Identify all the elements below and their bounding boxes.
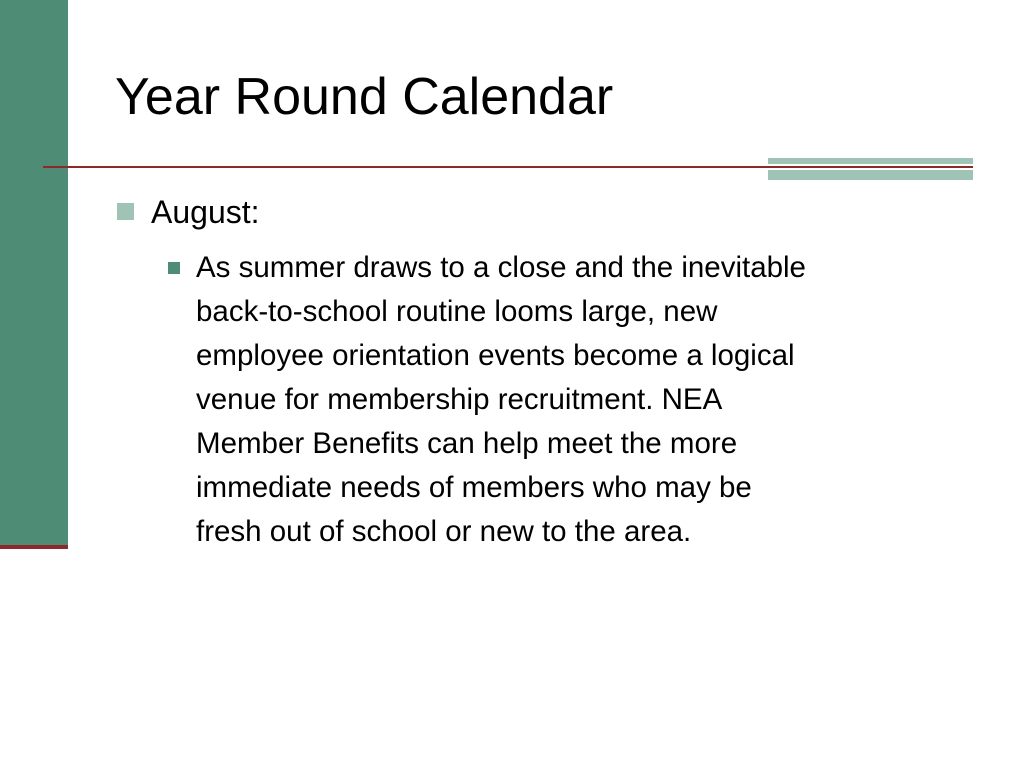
accent-bar-bottom	[768, 170, 973, 180]
bullet-level-2	[168, 246, 806, 554]
accent-bars	[768, 158, 973, 180]
paragraph-line: fresh out of school or new to the area.	[196, 515, 692, 548]
slide-title: Year Round Calendar	[115, 68, 614, 126]
left-color-band	[0, 0, 68, 545]
bullet-level-1	[117, 192, 260, 232]
paragraph-line: back-to-school routine looms large, new	[196, 295, 718, 328]
bullet-text: August:	[151, 194, 260, 230]
accent-bar-top	[768, 158, 973, 164]
paragraph-line: immediate needs of members who may be	[196, 471, 752, 504]
left-band-underline	[0, 545, 68, 549]
paragraph-line: Member Benefits can help meet the more	[196, 427, 738, 460]
square-bullet-icon	[168, 262, 180, 274]
paragraph-line: venue for membership recruitment. NEA	[196, 383, 723, 416]
paragraph-line: employee orientation events become a logical	[196, 339, 795, 372]
sub-bullet-paragraph	[196, 246, 806, 554]
square-bullet-icon	[117, 203, 134, 220]
paragraph-line: As summer draws to a close and the inevitable	[196, 251, 806, 284]
